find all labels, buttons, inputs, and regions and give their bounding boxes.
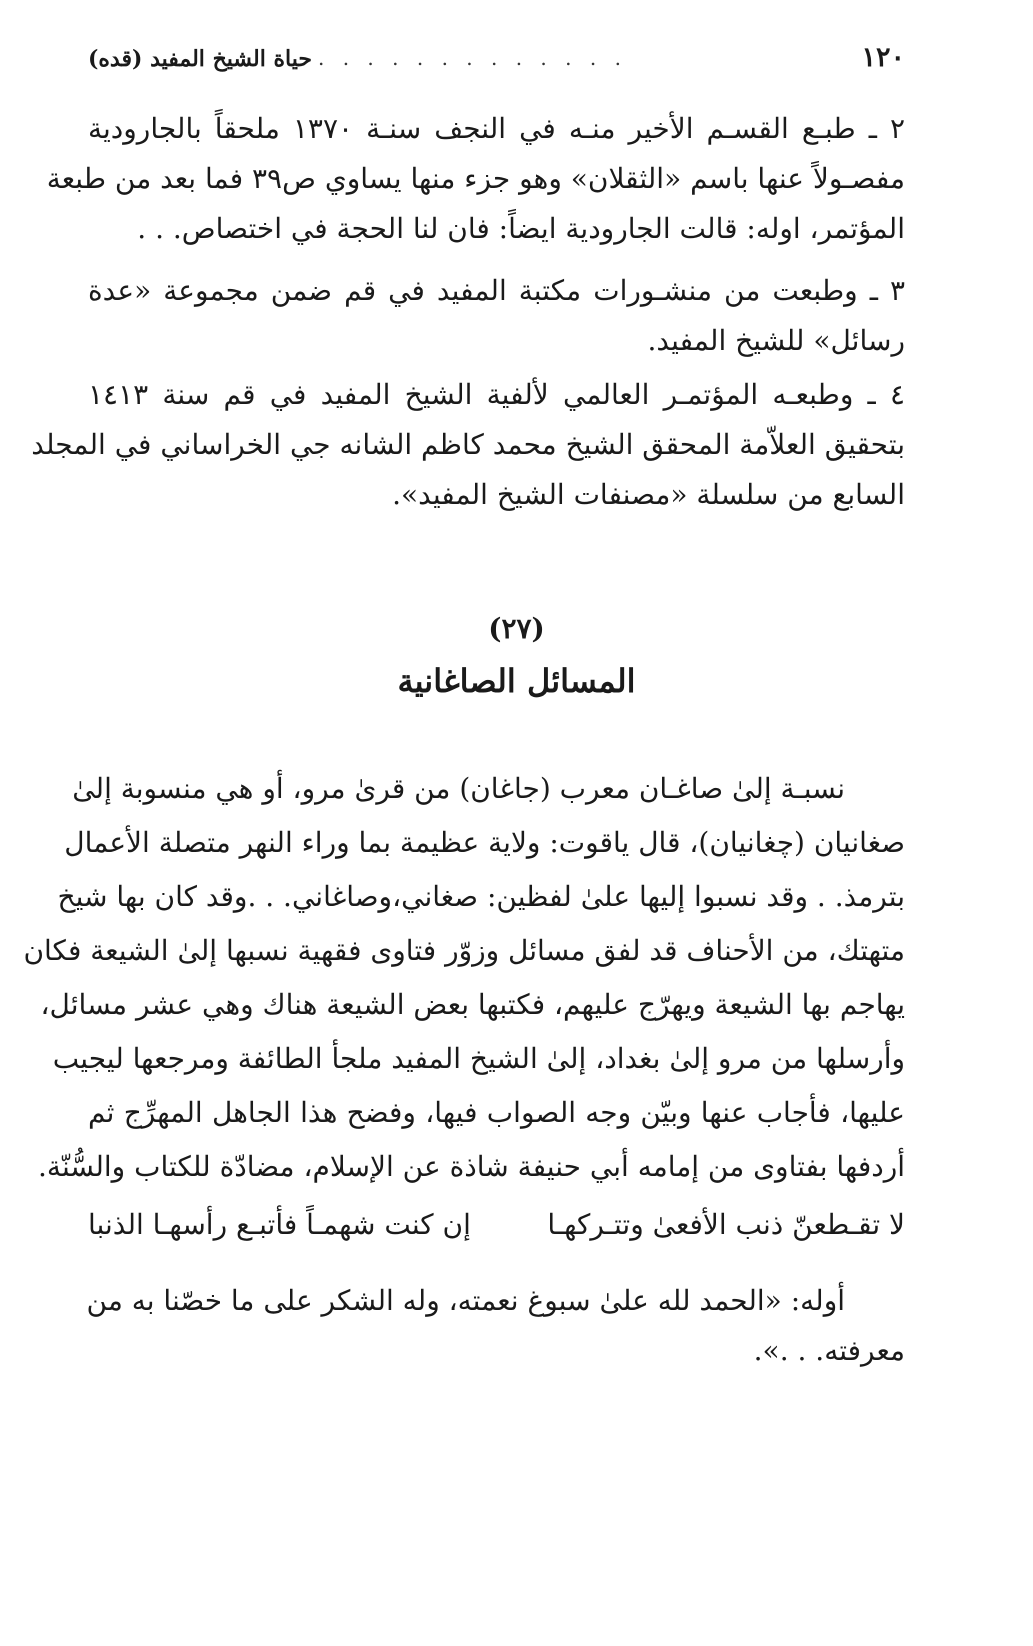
verse-first-hemistich: لا تقـطعنّ ذنب الأفعىٰ وتتـركهـا <box>547 1208 905 1241</box>
text-line: صغانيان (چغانيان)، قال ياقوت: ولاية عظيمة بما وراء النهر متصلة الأعمال <box>64 826 905 859</box>
text-line: متهتك، من الأحناف قد لفق مسائل وزوّر فتاوى فقهية نسبها إلىٰ الشيعة فكان <box>23 934 905 967</box>
running-title: حياة الشيخ المفيد (قده) <box>88 46 312 72</box>
section-number: (٢٧) <box>488 612 545 645</box>
text-line: معرفته. . .». <box>753 1334 905 1367</box>
text-line: نسبـة إلىٰ صاغـان معرب (جاغان) من قرىٰ مرو، أو هي منسوبة إلىٰ <box>72 772 845 805</box>
page-number: ١٢٠ <box>861 42 905 73</box>
text-line: مفصـولاً عنها باسم «الثقلان» وهو جزء منها يساوي ص٣٩ فما بعد من طبعة <box>46 162 905 195</box>
running-head <box>88 42 905 82</box>
paragraph-item-3 <box>88 266 905 366</box>
text-line: المؤتمر، اوله: قالت الجارودية ايضاً: فان لنا الحجة في اختصاص. . . <box>137 212 905 245</box>
body-paragraph <box>23 762 905 1194</box>
paragraph-item-4 <box>31 370 905 520</box>
opening-paragraph <box>88 1276 905 1376</box>
header-leader-dots: . . . . . . . . . . . . . <box>318 46 627 70</box>
text-line: أوله: «الحمد لله علىٰ سبوغ نعمته، وله الشكر على ما خصّنا به من <box>86 1284 845 1317</box>
paragraph-item-2 <box>46 104 905 254</box>
poetry-verse <box>88 1200 905 1250</box>
text-line: بترمذ. . وقد نسبوا إليها علىٰ لفظين: صغاني،وصاغاني. . .وقد كان بها شيخ <box>57 880 905 913</box>
text-line: وأرسلها من مرو إلىٰ بغداد، إلىٰ الشيخ المفيد ملجأ الطائفة ومرجعها ليجيب <box>52 1042 905 1075</box>
text-line: ٣ ـ وطبعت من منشـورات مكتبة المفيد في قم ضمن مجموعة «عدة <box>88 274 905 307</box>
text-line: ٢ ـ طبـع القسـم الأخير منـه في النجف سنـة ١٣٧٠ ملحقاً بالجارودية <box>88 112 905 145</box>
text-line: رسائل» للشيخ المفيد. <box>647 324 905 357</box>
text-line: أردفها بفتاوى من إمامه أبي حنيفة شاذة عن الإسلام، مضادّة للكتاب والسُّنّة. <box>38 1150 905 1183</box>
text-line: ٤ ـ وطبعـه المؤتمـر العالمي لألفية الشيخ المفيد في قم سنة ١٤١٣ <box>88 378 905 411</box>
text-line: بتحقيق العلاّمة المحقق الشيخ محمد كاظم الشانه جي الخراساني في المجلد <box>31 428 905 461</box>
section-title: المسائل الصاغانية <box>397 662 636 700</box>
text-line: عليها، فأجاب عنها وبيّن وجه الصواب فيها، وفضح هذا الجاهل المهرِّج ثم <box>88 1096 905 1129</box>
verse-second-hemistich: إن كنت شهمـاً فأتبـع رأسهـا الذنبا <box>88 1208 471 1241</box>
text-line: يهاجم بها الشيعة ويهرّج عليهم، فكتبها بعض الشيعة هناك وهي عشر مسائل، <box>40 988 905 1021</box>
text-line: السابع من سلسلة «مصنفات الشيخ المفيد». <box>392 478 905 511</box>
